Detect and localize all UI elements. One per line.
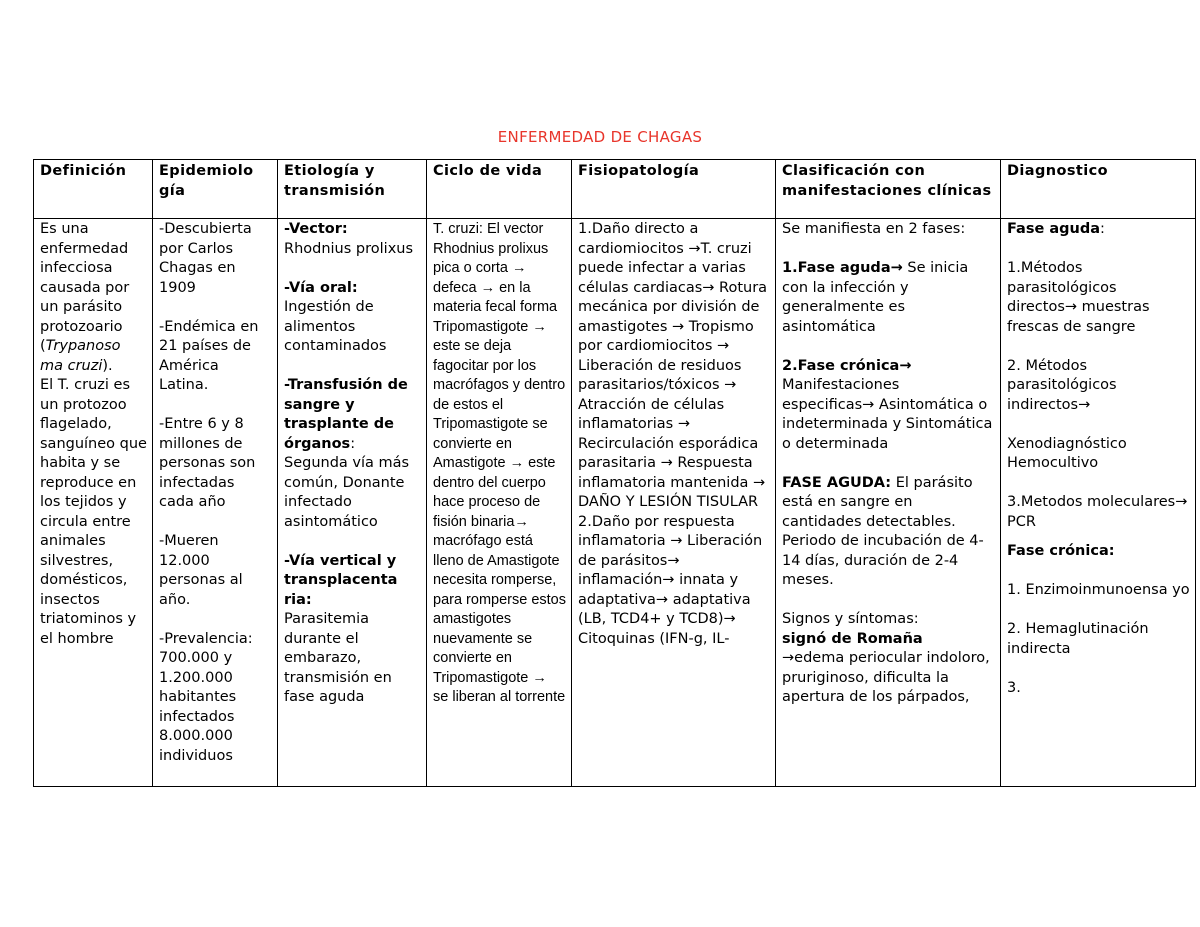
cell-etiologia xyxy=(278,219,427,787)
diag-aguda-colon: : xyxy=(1100,221,1105,237)
header-definicion: Definición xyxy=(34,160,153,219)
content-row xyxy=(34,219,1196,787)
diag-item: Xenodiagnóstico Hemocultivo xyxy=(1007,435,1127,471)
epi-item: -Entre 6 y 8 millones de personas son infectadas cada año xyxy=(159,416,256,510)
cell-ciclo xyxy=(427,219,572,787)
epi-item: -Endémica en 21 países de América Latina. xyxy=(159,318,259,393)
fisio-text: 1.Daño directo a cardiomiocitos →T. cruzi puede infectar a varias células cardiacas→ Rotura mecánica por división de amastigotes → Tropismo por cardiomiocitos → Liberación de residuos parasitarios/tóxicos → Atracción de células inflamatorias → Recirculación esporádica parasitaria → Respuesta inflamatoria mantenida → DAÑO Y LESIÓN TISULAR 2.Daño por respuesta inflamatoria → Liberación de parásitos→ inflamación→ innata y adaptativa→ adaptativa (LB, TCD4+ y TCD8)→ Citoquinas (IFN-g, IL- xyxy=(578,221,768,647)
diag-item: 3.Metodos moleculares→ PCR xyxy=(1007,494,1188,530)
transfusion-text: Segunda vía más común, Donante infectado asintomático xyxy=(284,455,410,530)
aguda-text: Se inicia con la infección y generalmente es asintomática xyxy=(782,260,969,335)
header-ciclo: Ciclo de vida xyxy=(427,160,572,219)
diag-item: 1. Enzimoinmunoensa yo xyxy=(1007,582,1190,598)
romana-text: →edema periocular indoloro, pruriginoso, dificulta la apertura de los párpados, xyxy=(782,650,990,705)
definicion-close: ). xyxy=(102,357,113,374)
cell-diagnostico xyxy=(1001,219,1196,787)
aguda-label: 1.Fase aguda→ xyxy=(782,260,903,276)
header-etiologia: Etiología y transmisión xyxy=(278,160,427,219)
romana-label: signó de Romaña xyxy=(782,630,923,647)
fase-aguda-label: FASE AGUDA: xyxy=(782,474,892,491)
cronica-label: 2.Fase crónica→ xyxy=(782,357,912,374)
vertical-label: -Vía vertical y transplacenta ria: xyxy=(284,552,398,608)
header-epidemiologia: Epidemiolo gía xyxy=(153,160,278,219)
transfusion-colon: : xyxy=(350,435,356,452)
oral-text: Ingestión de alimentos contaminados xyxy=(284,299,387,354)
cell-clasificacion xyxy=(776,219,1001,787)
vertical-text: Parasitemia durante el embarazo, transmisión en fase aguda xyxy=(284,611,392,705)
ciclo-text: T. cruzi: El vector Rhodnius prolixus pica o corta → defeca → en la materia fecal forma Tripomastigote → este se deja fagocitar por los macrófagos y dentro de estos el Tripomastigote se convierte en Amastigote → este dentro del cuerpo hace proceso de fisión binaria→ macrófago está lleno de Amastigote necesita romperse, para romperse estos amastigotes nuevamente se convierte en Tripomastigote → se liberan al torrente xyxy=(433,221,566,705)
species-name: Trypanoso ma cruzi xyxy=(40,338,121,374)
definicion-intro: Es una enfermedad infecciosa causada por un parásito protozoario ( xyxy=(40,221,130,354)
cell-definicion xyxy=(34,219,153,787)
fase-aguda-text: El parásito está en sangre en cantidades detectables. Periodo de incubación de 4-14 días, duración de 2-4 meses. xyxy=(782,474,984,588)
cronica-text: Manifestaciones especificas→ Asintomática o indeterminada y Sintomática o determinada xyxy=(782,377,993,452)
chagas-table xyxy=(33,159,1196,787)
diag-item: 1.Métodos parasitológicos directos→ muestras frescas de sangre xyxy=(1007,260,1150,335)
diag-cronica-label: Fase crónica: xyxy=(1007,543,1115,559)
cell-epidemiologia xyxy=(153,219,278,787)
vector-text: Rhodnius prolixus xyxy=(284,240,414,257)
oral-label: -Vía oral: xyxy=(284,279,358,296)
header-diagnostico: Diagnostico xyxy=(1001,160,1196,219)
diag-item: 2. Métodos parasitológicos indirectos→ xyxy=(1007,357,1117,413)
epi-item: -Descubierta por Carlos Chagas en 1909 xyxy=(159,221,252,296)
cell-fisiopatologia xyxy=(572,219,776,787)
diag-item: 2. Hemaglutinación indirecta xyxy=(1007,621,1149,657)
vector-label: -Vector: xyxy=(284,221,348,237)
epi-item: -Prevalencia: 700.000 y 1.200.000 habitantes infectados 8.000.000 individuos xyxy=(159,630,253,764)
page-title: ENFERMEDAD DE CHAGAS xyxy=(497,128,703,146)
definicion-detail: El T. cruzi es un protozoo flagelado, sanguíneo que habita y se reproduce en los tejidos y circula entre animales silvestres, domésticos, insectos triatominos y el hombre xyxy=(40,377,147,647)
header-fisiopatologia: Fisiopatología xyxy=(572,160,776,219)
signos-label: Signos y síntomas: xyxy=(782,611,919,627)
epi-item: -Mueren 12.000 personas al año. xyxy=(159,533,243,608)
diag-item: 3. xyxy=(1007,679,1021,696)
diag-aguda-label: Fase aguda xyxy=(1007,221,1101,237)
header-clasificacion: Clasificación con manifestaciones clínicas xyxy=(776,160,1001,219)
clas-intro: Se manifiesta en 2 fases: xyxy=(782,221,966,237)
transfusion-label: -Transfusión de sangre y trasplante de órganos xyxy=(284,377,408,452)
header-row xyxy=(34,160,1196,219)
